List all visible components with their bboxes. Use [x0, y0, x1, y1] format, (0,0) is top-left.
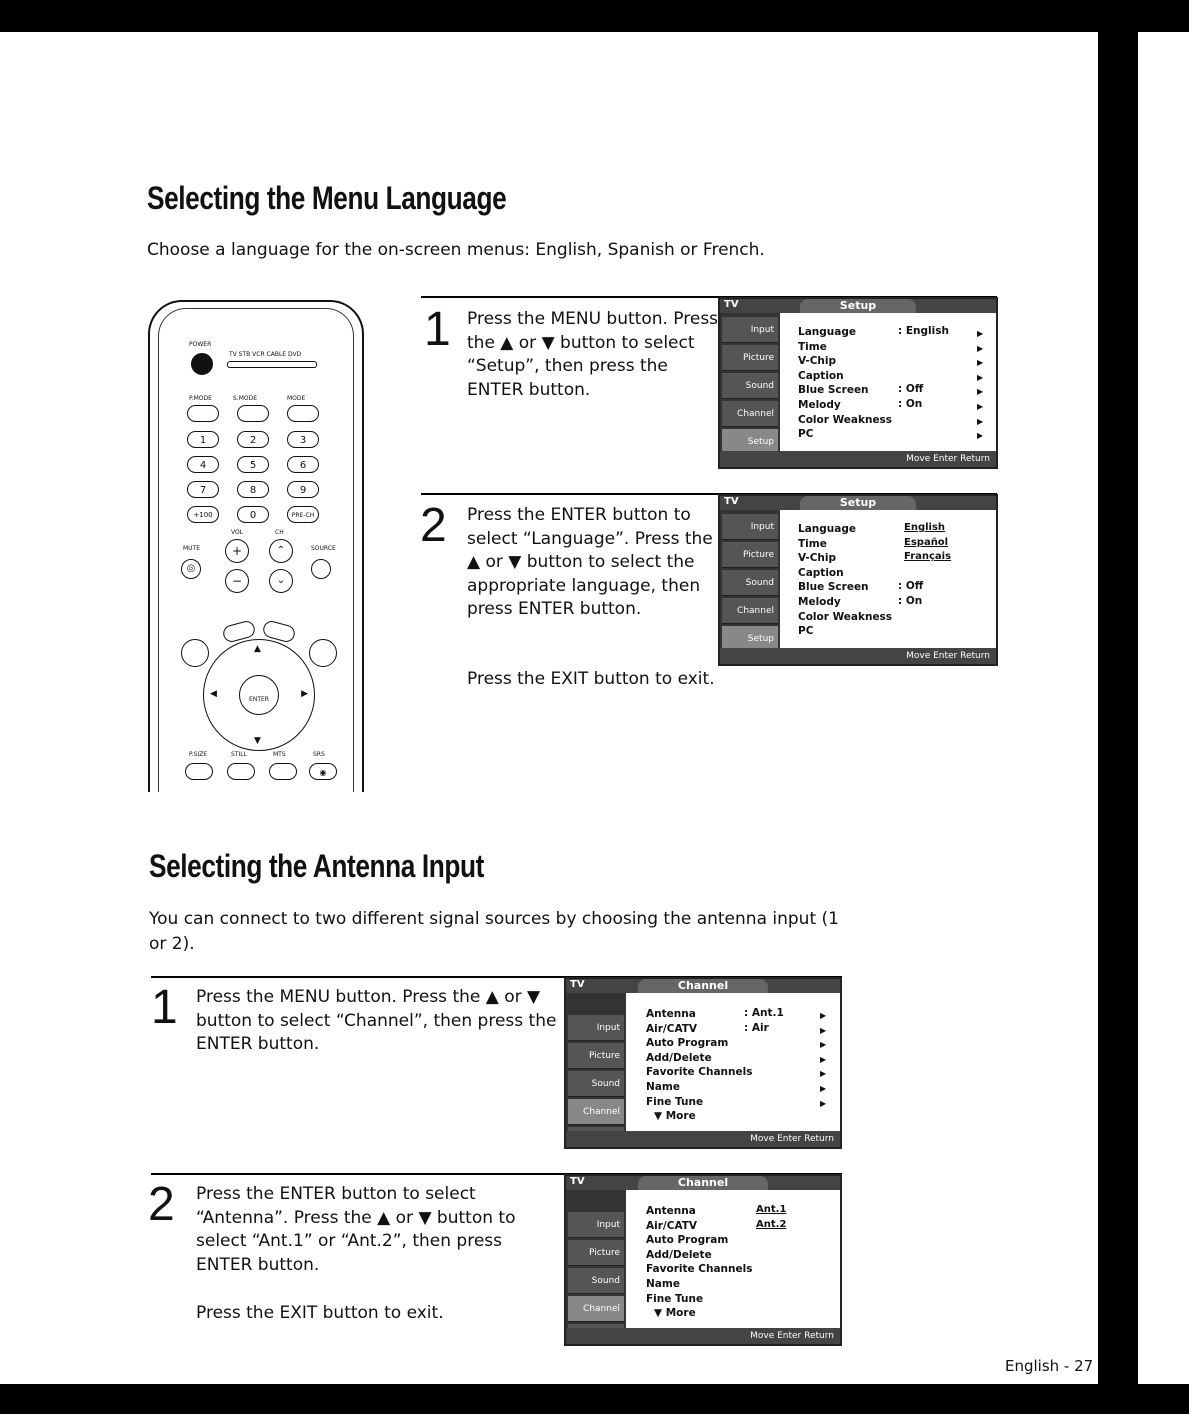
step-number: 2: [420, 499, 447, 552]
tv-menu-value: : Air: [744, 1021, 769, 1034]
tv-input-tab[interactable]: Input: [568, 1015, 624, 1041]
digit-button-8[interactable]: 8: [237, 481, 269, 498]
submenu-arrow-icon: ▶ ▶ ▶ ▶ ▶ ▶ ▶: [820, 1011, 827, 1108]
tv-menu-setup-language: [718, 494, 998, 666]
right-arrow-icon: ▶: [301, 689, 308, 699]
pmode-button[interactable]: [187, 405, 219, 422]
tv-menu-footer: Move Enter Return: [566, 1328, 840, 1344]
tv-menu-item[interactable]: Fine Tune: [646, 1292, 704, 1305]
tv-menu-sidebar: [566, 993, 626, 1131]
tv-menu-item[interactable]: Fine Tune: [646, 1095, 704, 1108]
tv-menu-setup: [718, 297, 998, 469]
tv-menu-item[interactable]: Name: [646, 1278, 680, 1290]
tv-menu-item[interactable]: V-Chip: [798, 355, 837, 368]
tv-menu-more[interactable]: ▼ More: [654, 1307, 696, 1320]
tv-picture-tab[interactable]: Picture: [568, 1240, 624, 1266]
page-number: English - 27: [1005, 1357, 1094, 1375]
language-option-french[interactable]: Français: [904, 551, 952, 563]
step-number: 1: [424, 303, 451, 356]
digit-button-9[interactable]: 9: [287, 481, 319, 498]
tv-menu-channel: [564, 977, 842, 1149]
tv-menu-header: [566, 1176, 840, 1190]
tv-brand: TV: [570, 979, 585, 990]
step-number: 2: [148, 1178, 175, 1231]
tv-channel-tab[interactable]: Channel: [722, 401, 778, 427]
tv-menu-footer: Move Enter Return: [720, 648, 996, 664]
still-button[interactable]: [227, 763, 255, 780]
digit-button-2[interactable]: 2: [237, 431, 269, 448]
mts-label: MTS: [273, 751, 286, 758]
tv-setup-tab[interactable]: Setup: [722, 626, 778, 652]
tv-menu-header: [566, 979, 840, 993]
tv-menu-more[interactable]: ▼ More: [654, 1110, 696, 1123]
tv-menu-item[interactable]: Auto Program: [646, 1037, 729, 1050]
tv-channel-tab[interactable]: Channel: [568, 1099, 624, 1125]
tv-sound-tab[interactable]: Sound: [568, 1268, 624, 1294]
tv-sound-tab[interactable]: Sound: [568, 1071, 624, 1097]
smode-button[interactable]: [237, 405, 269, 422]
psize-label: P.SIZE: [189, 751, 208, 758]
tv-menu-sidebar: [720, 510, 780, 648]
tv-menu-item[interactable]: Antenna: [646, 1008, 696, 1020]
tv-menu-item[interactable]: Melody: [798, 399, 841, 411]
tv-menu-sidebar: [566, 1190, 626, 1328]
bottom-border: [0, 1384, 1189, 1414]
language-option-spanish[interactable]: Español: [904, 536, 949, 548]
step-instructions: Press the ENTER button to select “Antenna”. Press the ▲ or ▼ button to select “Ant.1” or “Ant.2”, then press ENTER button.: [196, 1184, 516, 1275]
ch-up-button[interactable]: ⌃: [269, 539, 293, 563]
tv-input-tab[interactable]: Input: [722, 514, 778, 540]
tv-menu-item[interactable]: Add/Delete: [646, 1051, 712, 1064]
tv-input-tab[interactable]: Input: [568, 1212, 624, 1238]
antenna-option-1[interactable]: Ant.1: [756, 1204, 787, 1215]
tv-menu-value: : Ant.1: [744, 1007, 784, 1019]
tv-menu-value: : Off: [898, 580, 924, 593]
tv-menu-channel-antenna: [564, 1174, 842, 1346]
right-border: [1098, 0, 1138, 1385]
submenu-arrow-icon: ▶ ▶ ▶ ▶ ▶ ▶ ▶ ▶: [977, 329, 984, 441]
tv-brand: TV: [724, 299, 739, 310]
tv-channel-tab[interactable]: Channel: [568, 1296, 624, 1322]
vol-up-button[interactable]: +: [225, 539, 249, 563]
section-intro-menu-language: Choose a language for the on-screen menus: English, Spanish or French.: [147, 240, 765, 260]
source-slider[interactable]: [227, 361, 317, 368]
digit-button-3[interactable]: 3: [287, 431, 319, 448]
psize-button[interactable]: [185, 763, 213, 780]
section-intro-antenna-input: You can connect to two different signal sources by choosing the antenna input (1 or 2).: [149, 909, 839, 954]
digit-button-6[interactable]: 6: [287, 456, 319, 473]
tv-menu-item[interactable]: Time: [798, 340, 827, 353]
tv-setup-tab[interactable]: Setup: [722, 429, 778, 455]
exit-instructions: Press the EXIT button to exit.: [196, 1303, 444, 1323]
section-title-antenna-input: Selecting the Antenna Input: [149, 848, 484, 884]
prech-button[interactable]: PRE-CH: [287, 506, 319, 523]
tv-brand: TV: [724, 496, 739, 507]
tv-menu-item[interactable]: Caption: [798, 566, 844, 579]
vol-down-button[interactable]: −: [225, 569, 249, 593]
srs-label: SRS: [313, 751, 325, 758]
mts-button[interactable]: [269, 763, 297, 780]
pmode-label: P.MODE: [189, 395, 212, 402]
digit-button-0[interactable]: 0: [237, 506, 269, 523]
tv-menu-value: : On: [898, 595, 923, 607]
tv-menu-item[interactable]: V-Chip: [798, 552, 837, 565]
down-arrow-icon: ▼: [254, 736, 261, 746]
tv-menu-item[interactable]: Favorite Channels: [646, 1263, 753, 1276]
exit-button[interactable]: [309, 639, 337, 667]
still-label: STILL: [231, 751, 247, 758]
digit-button-1[interactable]: 1: [187, 431, 219, 448]
tv-brand: TV: [570, 1176, 585, 1187]
up-arrow-icon: ▲: [254, 644, 261, 654]
tv-menu-value: : English: [898, 325, 949, 337]
tv-menu-item[interactable]: Melody: [798, 596, 841, 608]
mute-label: MUTE: [183, 545, 201, 552]
tv-picture-tab[interactable]: Picture: [568, 1043, 624, 1069]
step-instructions: Press the MENU button. Press the ▲ or ▼ button to select “Channel”, then press the ENTER button.: [196, 987, 557, 1054]
tv-menu-item[interactable]: Language: [798, 523, 856, 535]
tv-menu-item[interactable]: Color Weakness: [798, 413, 893, 426]
tv-picture-tab[interactable]: Picture: [722, 542, 778, 568]
antenna-option-2[interactable]: Ant.2: [756, 1218, 787, 1230]
tv-menu-item[interactable]: Air/CATV: [646, 1022, 698, 1035]
tv-menu-item[interactable]: Caption: [798, 369, 844, 382]
plus100-button[interactable]: +100: [187, 506, 219, 523]
tv-sound-tab[interactable]: Sound: [722, 570, 778, 596]
smode-label: S.MODE: [233, 395, 258, 402]
ch-down-button[interactable]: ⌄: [269, 569, 293, 593]
tv-menu-header: [720, 299, 996, 313]
tv-sound-tab[interactable]: Sound: [722, 373, 778, 399]
language-option-english[interactable]: English: [904, 522, 946, 533]
tv-menu-item[interactable]: Color Weakness: [798, 610, 893, 623]
step-instructions: Press the MENU button. Press the ▲ or ▼ button to select “Setup”, then press the ENTER button.: [467, 309, 719, 400]
tv-menu-title: Channel: [638, 979, 768, 993]
section-title-menu-language: Selecting the Menu Language: [147, 180, 507, 216]
left-arrow-icon: ◀: [210, 689, 217, 699]
tv-menu-title: Setup: [800, 496, 916, 510]
tv-menu-item[interactable]: Add/Delete: [646, 1248, 712, 1261]
digit-button-4[interactable]: 4: [187, 456, 219, 473]
tv-menu-footer: Move Enter Return: [720, 451, 996, 467]
mode-label: MODE: [287, 395, 306, 402]
mute-button[interactable]: ◎: [181, 559, 201, 579]
tv-menu-item[interactable]: Favorite Channels: [646, 1066, 753, 1079]
remote-control-illustration: [148, 300, 364, 792]
tv-menu-value: : On: [898, 398, 923, 410]
source-labels: TV STB VCR CABLE DVD: [229, 351, 302, 358]
step-number: 1: [151, 981, 178, 1034]
tv-channel-tab[interactable]: Channel: [722, 598, 778, 624]
enter-button[interactable]: ENTER: [239, 675, 279, 715]
tv-menu-item[interactable]: Blue Screen: [798, 384, 869, 397]
tv-input-tab[interactable]: Input: [722, 317, 778, 343]
power-label: POWER: [189, 341, 212, 348]
power-button[interactable]: [191, 353, 213, 375]
digit-button-7[interactable]: 7: [187, 481, 219, 498]
tv-menu-item[interactable]: Auto Program: [646, 1234, 729, 1247]
menu-button[interactable]: [181, 639, 209, 667]
digit-button-5[interactable]: 5: [237, 456, 269, 473]
tv-picture-tab[interactable]: Picture: [722, 345, 778, 371]
source-button[interactable]: [311, 559, 331, 579]
tv-menu-item[interactable]: Air/CATV: [646, 1219, 698, 1232]
tv-menu-sidebar: [720, 313, 780, 451]
tv-menu-title: Channel: [638, 1176, 768, 1190]
top-border: [0, 0, 1189, 32]
step-instructions: Press the ENTER button to select “Language”. Press the ▲ or ▼ button to select the appropriate language, then press ENTER button.: [467, 505, 713, 619]
tv-menu-item[interactable]: Time: [798, 537, 827, 550]
tv-menu-item[interactable]: PC: [798, 625, 814, 638]
ch-label: CH: [275, 529, 284, 536]
vol-label: VOL: [231, 529, 244, 536]
tv-menu-item[interactable]: Antenna: [646, 1205, 696, 1217]
tv-menu-value: : Off: [898, 383, 924, 396]
tv-menu-item[interactable]: Name: [646, 1081, 680, 1093]
tv-menu-footer: Move Enter Return: [566, 1131, 840, 1147]
source-label: SOURCE: [311, 545, 336, 552]
tv-menu-item[interactable]: Language: [798, 326, 856, 338]
srs-button[interactable]: ◉: [309, 763, 337, 780]
tv-menu-header: [720, 496, 996, 510]
exit-instructions: Press the EXIT button to exit.: [467, 669, 715, 689]
tv-menu-item[interactable]: Blue Screen: [798, 581, 869, 594]
mode-button[interactable]: [287, 405, 319, 422]
tv-menu-title: Setup: [800, 299, 916, 313]
tv-menu-item[interactable]: PC: [798, 428, 814, 441]
